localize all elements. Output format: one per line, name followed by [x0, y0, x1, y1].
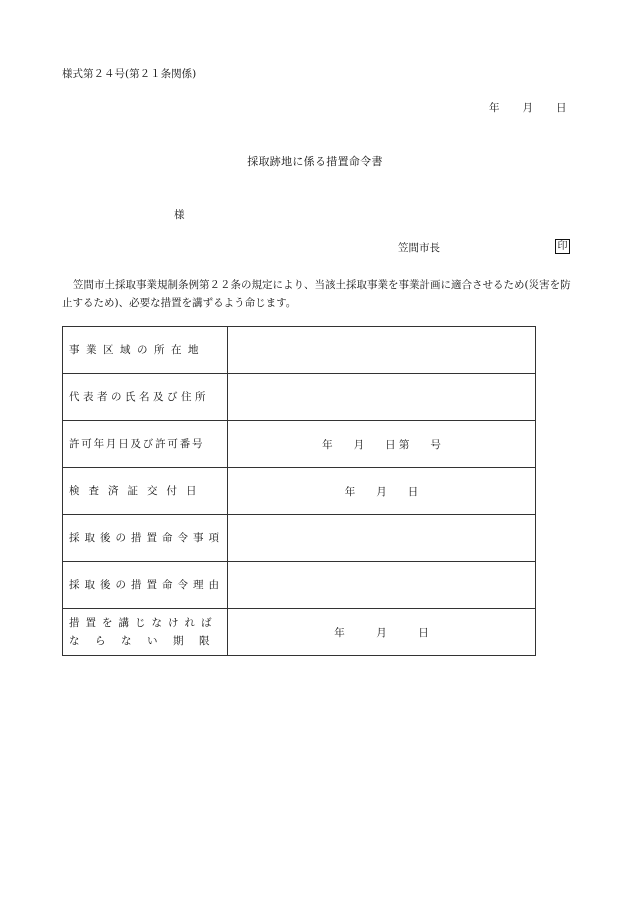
- date-month-label: 月: [522, 102, 533, 114]
- row-label-order-reason: 採取後の措置命令理由: [63, 562, 228, 609]
- table-row: [63, 374, 536, 421]
- table-row: [63, 468, 536, 515]
- row-value-representative: [228, 374, 536, 421]
- form-number: 様式第２４号(第２１条関係): [62, 68, 197, 80]
- issue-date: [489, 100, 567, 115]
- row-label-location: 事業区域の所在地: [63, 327, 228, 374]
- table-row: [63, 562, 536, 609]
- date-year-label: 年: [489, 102, 500, 114]
- seal-mark: 印: [555, 239, 570, 254]
- row-value-order-reason: [228, 562, 536, 609]
- row-value-order-items: [228, 515, 536, 562]
- order-details-table: [62, 326, 536, 656]
- row-label-representative: 代表者の氏名及び住所: [63, 374, 228, 421]
- deadline-label-line2: ならない期限: [69, 635, 225, 647]
- table-row: [63, 609, 536, 656]
- row-label-order-items: 採取後の措置命令事項: [63, 515, 228, 562]
- row-value-deadline: 年 月 日: [228, 609, 536, 656]
- order-body-text: 笠間市土採取事業規制条例第２２条の規定により、当該土採取事業を事業計画に適合させるため(災害を防止するため)、必要な措置を講ずるよう命じます。: [62, 279, 571, 309]
- row-label-permit: 許可年月日及び許可番号: [63, 421, 228, 468]
- row-value-inspection-date: 年 月 日: [228, 468, 536, 515]
- date-day-label: 日: [556, 102, 567, 114]
- row-label-deadline: [63, 609, 228, 656]
- table-row: [63, 421, 536, 468]
- deadline-label-line1: 措置を講じなければ: [69, 617, 218, 629]
- table-row: [63, 327, 536, 374]
- row-value-permit: 年 月 日 第 号: [228, 421, 536, 468]
- row-value-location: [228, 327, 536, 374]
- addressee-suffix: 様: [174, 209, 185, 221]
- row-label-inspection-date: 検査済証交付日: [63, 468, 228, 515]
- table-row: [63, 515, 536, 562]
- document-title: 採取跡地に係る措置命令書: [247, 155, 383, 168]
- issuer-name: 笠間市長: [398, 242, 440, 254]
